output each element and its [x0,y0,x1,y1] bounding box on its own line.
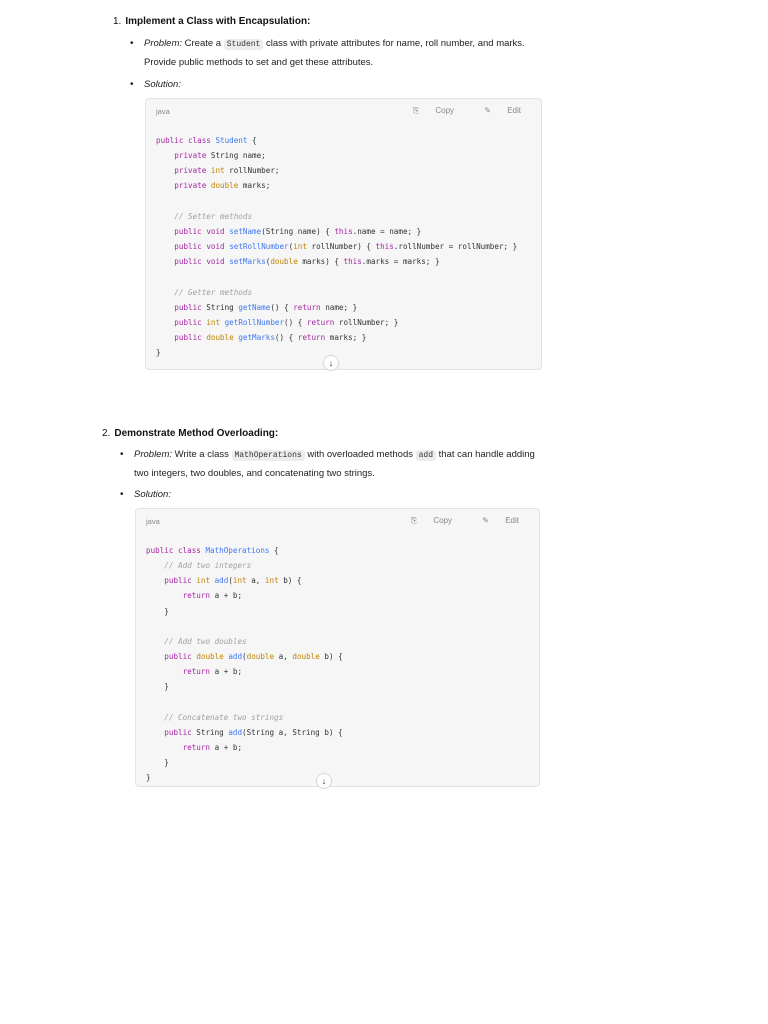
problem-text: two integers, two doubles, and concatenating two strings. [134,468,375,479]
section-2-title: Demonstrate Method Overloading: [114,428,279,439]
code-content: public class Student { private String name; private int rollNumber; private double marks; // Setter methods public void setName(String name) { this.name = name; } public void setRollNumber(int rollNumber) { this.rollNumber = rollNumber; } public void setMarks(double marks) { this.marks = marks; } // Getter methods public String getName() { return name; } public int getRollNumber() { return rollNumber; } public double getMarks() { return marks; } } [156,136,518,358]
section-2-heading [102,428,278,439]
section-1-number: 1. [113,16,122,27]
bullet-dot: • [130,38,134,49]
problem-text: with overloaded methods [307,449,413,460]
bullet-dot: • [120,449,124,460]
copy-label: Copy [435,106,455,115]
bullet-dot: • [130,79,134,90]
arrow-down-icon: ↓ [321,776,327,786]
copy-label: Copy [433,516,453,525]
code-content: public class MathOperations { // Add two integers public int add(int a, int b) { return a + b; } // Add two doubles public double add(double a, double b) { return a + b; } // Concatenate two strings public String add(String a, String b) { return a + b; } } [146,546,343,783]
copy-button[interactable] [399,106,454,115]
inline-code: add [416,450,436,461]
solution-label: Solution: [144,79,181,90]
section-1-title: Implement a Class with Encapsulation: [125,16,311,27]
section-1-solution [130,76,181,94]
copy-icon: ⎘ [410,516,418,525]
inline-code: Student [224,39,264,50]
problem-text: Provide public methods to set and get these attributes. [144,57,374,68]
section-2-solution [120,486,171,504]
copy-button[interactable] [397,516,452,525]
problem-label: Problem: [134,449,173,460]
code-actions [385,106,521,116]
code-block-1 [145,98,542,370]
arrow-down-icon: ↓ [328,358,334,368]
scroll-down-button[interactable] [323,355,339,371]
problem-text: Write a class [174,449,229,460]
problem-text: that can handle adding [438,449,535,460]
solution-label: Solution: [134,489,171,500]
section-1-problem [130,35,544,72]
copy-icon: ⎘ [412,106,420,115]
code-block-2 [135,508,540,787]
edit-icon: ✎ [484,106,491,115]
section-2-problem [120,446,554,483]
edit-button[interactable] [468,516,519,525]
edit-button[interactable] [470,106,521,115]
edit-label: Edit [507,106,521,115]
section-1-heading [113,16,310,27]
problem-text: class with private attributes for name, roll number, and marks. [265,38,525,49]
code-language-label: java [146,517,160,526]
scroll-down-button[interactable] [316,773,332,789]
edit-icon: ✎ [482,516,489,525]
code-actions [383,516,519,526]
problem-label: Problem: [144,38,183,49]
problem-text: Create a [184,38,222,49]
edit-label: Edit [505,516,519,525]
code-language-label: java [156,107,170,116]
inline-code: MathOperations [232,450,305,461]
bullet-dot: • [120,489,124,500]
section-2-number: 2. [102,428,111,439]
